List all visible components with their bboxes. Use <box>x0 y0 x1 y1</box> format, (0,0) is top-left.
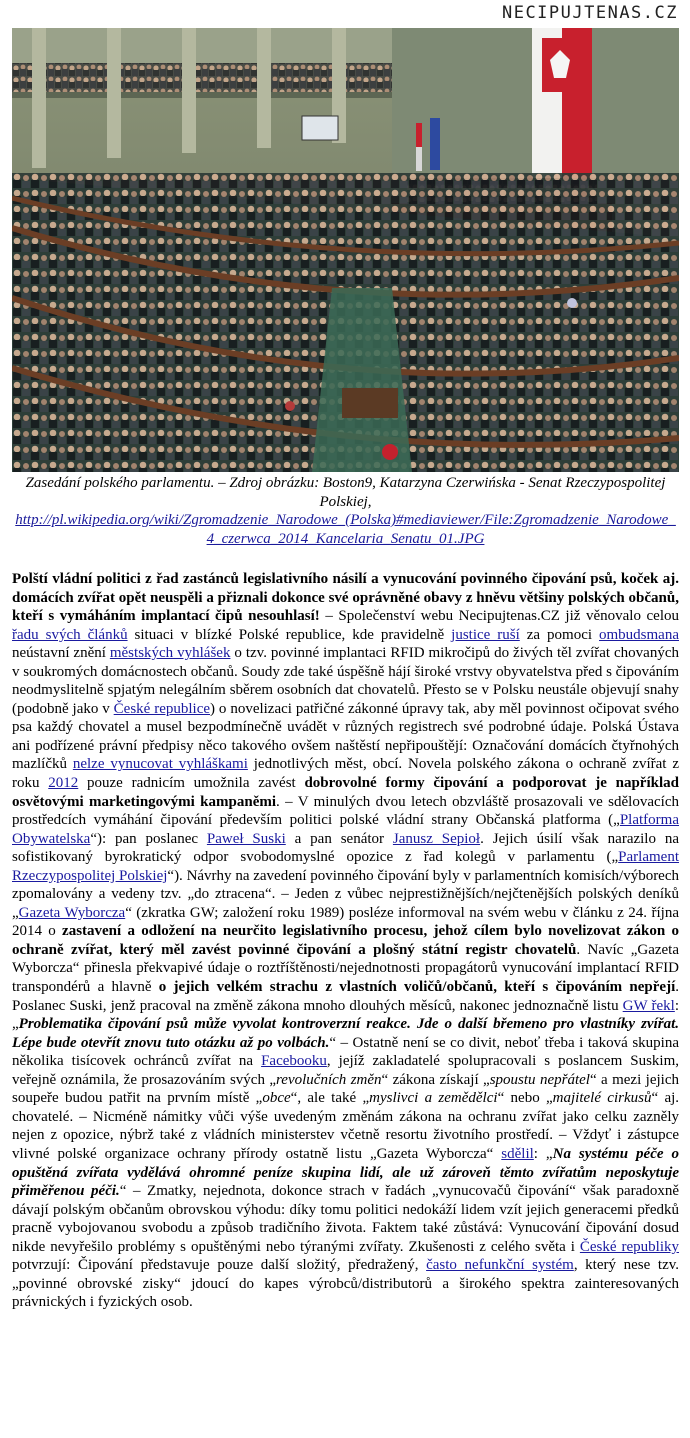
article-text: jednotlivých měst, obcí. Novela polského zákona o ochraně zvířat z roku <box>12 756 679 792</box>
article-text: . Poslanec Suski, jenž pracoval na změně zákona mnoho dlouhých měsíců, nakonec jednoznačně listu <box>12 979 679 1014</box>
article-text: “ aj. chovatelé. – Nicméně námitky vůči výše uvedeným změnám zákona na ochranu zvířat jako celku zazněly nejen z opozice, nýbrž také z vládních ministerstev včetně resortu životního prostředí. – Vždyť i zástupce vlivné polské organizace ochrany přírody ostatně listu „Gazeta Wyborcza“ <box>12 1090 680 1162</box>
parliament-photo-image <box>12 28 679 472</box>
article-text: “ a mezi jejich soupeře budou patřit na prvním místě „ <box>12 1071 679 1107</box>
article-text: “ zákona získají „ <box>381 1071 490 1088</box>
article-bold-text: dobrovolné formy čipování a podporovat je například osvětovými marketingovými kampaněmi <box>12 775 679 810</box>
article-bold-text: zastavení a odložení na neurčito legislativního procesu, jehož cílem bylo novelizovat zákon o ochraně zvířat, který měl zavést povinné čipování a plošný státní registr chovatelů <box>12 923 679 958</box>
article-text: “). Návrhy na zavedení povinného čipování byly v parlamentních komisích/výborech zpomalovány a vedeny tzv. „do ztracena“. – Jeden z vůbec nejprestižnějších/nejčtenějších polských deníků „ <box>12 867 679 921</box>
caption-source-link[interactable]: http://pl.wikipedia.org/wiki/Zgromadzenie_Narodowe_(Polska)#mediaviewer/File:Zgromadzenie_Narodowe_4_czerwca_2014_Kancelaria_Senatu_01.JPG <box>15 512 676 547</box>
article-text: : „ <box>12 997 679 1033</box>
caption-text: Zasedání polského parlamentu. – Zdroj obrázku: Boston9, Katarzyna Czerwińska - Senat Rzeczypospolitej Polskiej, <box>25 475 666 510</box>
link-sdelil[interactable]: sdělil <box>501 1145 534 1162</box>
photo-caption <box>12 474 679 548</box>
article-text: situaci v blízké Polské republice, kde pravidelně <box>127 626 452 643</box>
article-italic-text: obce <box>262 1090 291 1107</box>
link-justice-rusi[interactable]: justice ruší <box>451 626 520 643</box>
link-janusz-sepiol[interactable]: Janusz Sepioł <box>392 830 481 847</box>
link-nelze-vynucovat[interactable]: nelze vynucovat vyhláškami <box>72 756 248 773</box>
article-text: . Jejich úsilí však narazilo na sofistikovaný byrokratický odpor svobodomyslné opozice z řad kolegů v parlamentu („ <box>12 830 679 866</box>
article-bold-text: o jejich velkém strachu z vlastních voličů/občanů, kteří s čipováním nepřejí <box>158 979 676 996</box>
quote-suski: Problematika čipování psů může vyvolat kontroverzní reakce. Jde o další břemeno pro vlastníky zvířat. Lépe bude otevřít znovu tuto otázku až po volbách. <box>12 1016 679 1051</box>
article-text: “ – Zmatky, nejednota, dokonce strach v řadách „vynucovačů čipování“ však paradoxně dávají polským občanům obrovskou výhodu: díky tomu politici nedokáží lidem vzít jejich generacemi předků pracně vybojovanou svobodu a způsob tradičního života. Faktem také zůstává: Vynucování čipování dosud nikde nevyřešilo problémy s opuštěnými nebo týranými zvířaty. Zkušenosti z celého světa i <box>12 1183 679 1255</box>
article-italic-text: myslivci a zemědělci <box>369 1090 498 1107</box>
article-text: . Navíc „Gazeta Wyborcza“ přinesla překvapivé údaje o roztříštěnosti/nejednotnosti propagátorů vynucování implantací RFID transpondérů a hlavně <box>12 941 679 996</box>
article-text: “): pan poslanec <box>90 830 207 847</box>
link-2012[interactable]: 2012 <box>48 775 79 792</box>
article-text: a pan senátor <box>285 830 393 847</box>
link-ceske-republice[interactable]: České republice <box>113 700 211 717</box>
link-facebooku[interactable]: Facebooku <box>261 1053 327 1070</box>
article-text: “ – Ostatně není se co divit, neboť třeba i taková skupina několika tisícovek ochránců zvířat na <box>12 1034 679 1070</box>
article-italic-text: spoustu nepřátel <box>489 1071 590 1088</box>
link-gazeta-wyborcza[interactable]: Gazeta Wyborcza <box>18 904 126 921</box>
link-pawel-suski[interactable]: Paweł Suski <box>206 830 286 847</box>
link-platforma-obywatelska[interactable]: Platforma Obywatelska <box>12 812 679 847</box>
article-text: potvrzují: Čipování představuje pouze další složitý, předražený, <box>12 1257 427 1274</box>
article-text: , jejíž zakladatelé spolupracovali s poslancem Suskim, veřejně oznámila, že prosazováním svých „ <box>12 1053 680 1088</box>
article-text: “, ale také „ <box>290 1090 370 1107</box>
link-mestskych-vyhlasek[interactable]: městských vyhlášek <box>109 645 231 662</box>
article-text: ) o novelizaci patřičné zákonné úpravy tak, aby měl povinnost očipovat svého psa každý chovatel a musel bezpodmínečně uvádět v různých registrech své podrobné údaje. Polská Ústava ani podřízené právní předpisy něco takového ovšem naštěstí nepřipouštějí: Označování domácích čtyřnohých mazlíčků <box>12 700 679 773</box>
link-ceske-republiky[interactable]: České republiky <box>579 1238 679 1255</box>
article-text: . – V minulých dvou letech obzvláště prosazovali ve sdělovacích prostředcích vymáhání čipování především politici polské vládní strany Občanská platforma („ <box>12 793 679 829</box>
article-italic-text: revolučních změn <box>276 1071 382 1088</box>
link-rada-clanku[interactable]: řadu svých článků <box>12 626 128 643</box>
article-text: za pomoci <box>519 626 599 643</box>
link-nefunkcni-system[interactable]: často nefunkční systém <box>426 1257 574 1274</box>
article-text: “ nebo „ <box>497 1090 553 1107</box>
article-lead: Polští vládní politici z řad zastánců legislativního násilí a vynucování povinného čipování psů, koček aj. domácích zvířat opět neuspěli a přiznali dokonce své oprávněné obavy z hněvu většiny polských občanů, kteří s vymáháním implantací čipů nesouhlasí! <box>12 571 679 625</box>
article-text: , který nese tzv. „povinné obrovské zisky“ jdoucí do kapes výrobců/distributorů a širokého spektra zainteresovaných právnických i fyzických osob. <box>12 1257 680 1311</box>
article-text: – Společenství webu Necipujtenas.CZ již věnovalo celou <box>319 608 679 625</box>
link-gw-rekl[interactable]: GW řekl <box>622 997 675 1014</box>
article-body <box>12 570 679 1312</box>
article-text: neústavní znění <box>12 645 110 662</box>
link-ombudsmana[interactable]: ombudsmana <box>599 626 679 643</box>
article-text: o tzv. povinné implantaci RFID mikročipů do živých těl zvířat chovaných v soukromých domácnostech občanů. Soudy zde také úspěšně hájí široké vrstvy obyvatelstva před s čipováním neodmyslitelně spjatým nelegálním sběrem osobních dat chovatelů. Přesto se v Polsku neustále objevují snahy (podobně jako v <box>12 645 679 717</box>
article-text: pouze radnicím umožnila zavést <box>78 775 305 792</box>
article-italic-text: majitelé cirkusů <box>552 1090 652 1107</box>
link-parlament-rp[interactable]: Parlament Rzeczypospolitej Polskiej <box>12 849 679 884</box>
parliament-photo <box>12 28 679 472</box>
article-text: “ (zkratka GW; založení roku 1989) posléze informoval na svém webu v článku z 24. října 2014 o <box>12 904 679 940</box>
site-name: NECIPUJTENAS.CZ <box>501 3 678 23</box>
article-text: : „ <box>533 1145 553 1162</box>
quote-organizace: Na systému péče o opuštěná zvířata vydělává ohromné peníze skupina lidí, ale už zároveň těmto zvířatům neposkytuje přiměřenou péči. <box>12 1145 679 1200</box>
